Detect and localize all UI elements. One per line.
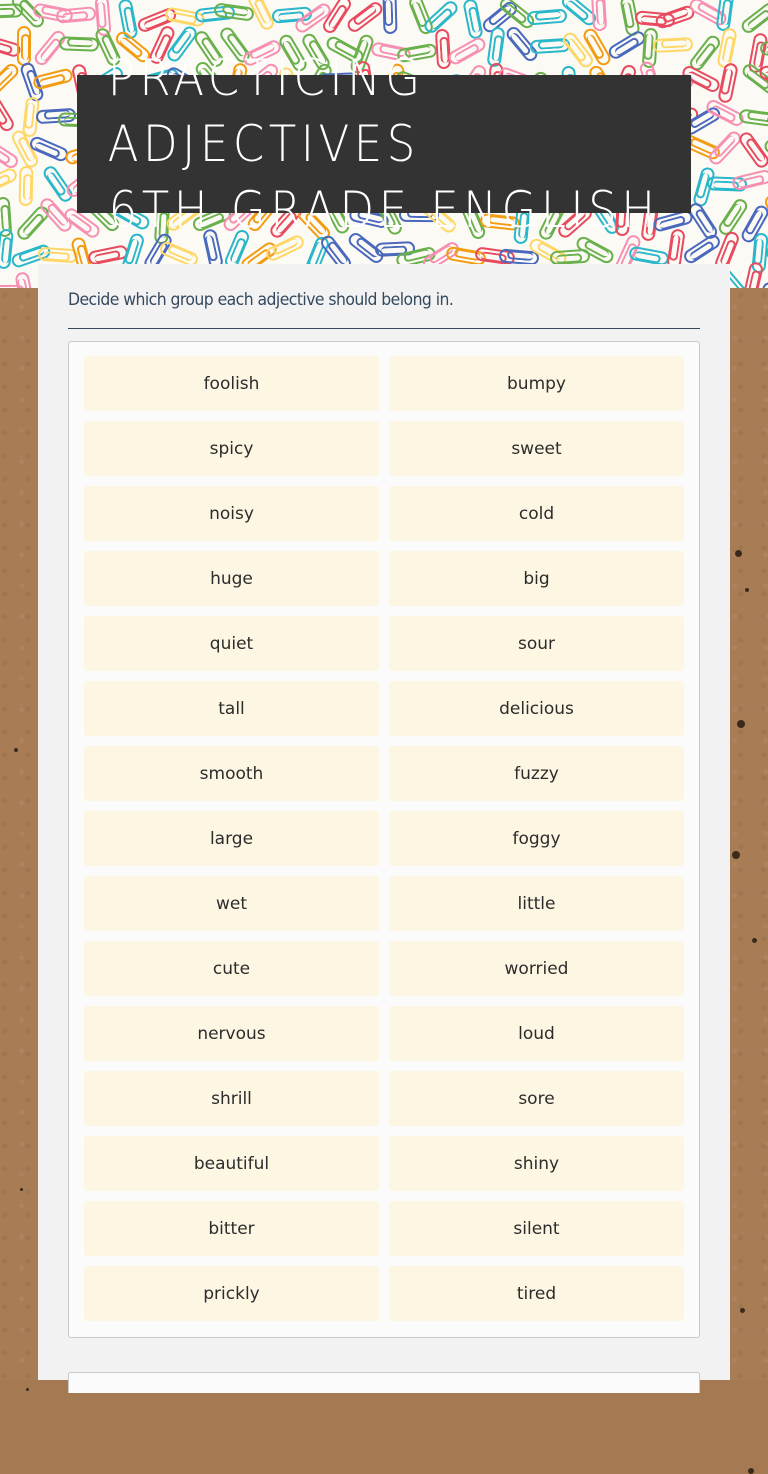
draggable-word-card[interactable]: tired [389, 1266, 684, 1321]
paperclip-icon [591, 0, 607, 31]
paperclip-icon [0, 166, 19, 196]
cork-speck [20, 1188, 23, 1191]
word-bank [68, 341, 700, 1338]
paperclip-icon [731, 169, 768, 192]
paperclip-icon [739, 1, 768, 36]
draggable-word-card[interactable]: prickly [84, 1266, 379, 1321]
draggable-word-card[interactable]: foggy [389, 811, 684, 866]
draggable-word-card[interactable]: silent [389, 1201, 684, 1256]
paperclip-icon [526, 8, 567, 25]
draggable-word-card[interactable]: bumpy [389, 356, 684, 411]
draggable-word-card[interactable]: cold [389, 486, 684, 541]
draggable-word-card[interactable]: big [389, 551, 684, 606]
draggable-word-card[interactable]: shiny [389, 1136, 684, 1191]
draggable-word-card[interactable]: sweet [389, 421, 684, 476]
cork-speck [737, 720, 745, 728]
cork-speck [732, 851, 740, 859]
paperclip-icon [462, 0, 484, 40]
title-line-1: PRACTICING ADJECTIVES [107, 49, 425, 173]
cork-speck [745, 588, 749, 592]
draggable-word-card[interactable]: spicy [84, 421, 379, 476]
cork-speck [14, 748, 18, 752]
cork-speck [735, 550, 742, 557]
draggable-word-card[interactable]: quiet [84, 616, 379, 671]
draggable-word-card[interactable]: little [389, 876, 684, 931]
cork-speck [752, 938, 757, 943]
draggable-word-card[interactable]: tall [84, 681, 379, 736]
paperclip-icon [0, 92, 17, 133]
draggable-word-card[interactable]: fuzzy [389, 746, 684, 801]
paperclip-icon [55, 6, 96, 24]
paperclip-icon [383, 0, 398, 35]
instructions-text: Decide which group each adjective should belong in. [68, 290, 454, 310]
draggable-word-card[interactable]: shrill [84, 1071, 379, 1126]
draggable-word-card[interactable]: sore [389, 1071, 684, 1126]
worksheet-title [77, 49, 691, 239]
paperclip-icon [717, 62, 739, 104]
draggable-word-card[interactable]: beautiful [84, 1136, 379, 1191]
draggable-word-card[interactable]: noisy [84, 486, 379, 541]
paperclip-icon [14, 271, 36, 288]
paperclip-icon [59, 36, 100, 52]
draggable-word-card[interactable]: delicious [389, 681, 684, 736]
draggable-word-card[interactable]: cute [84, 941, 379, 996]
draggable-word-card[interactable]: nervous [84, 1006, 379, 1061]
draggable-word-card[interactable]: foolish [84, 356, 379, 411]
paperclip-icon [17, 26, 31, 66]
cork-speck [26, 1388, 29, 1391]
draggable-word-card[interactable]: sour [389, 616, 684, 671]
paperclip-icon [18, 166, 33, 206]
group-drop-zone[interactable] [68, 1372, 700, 1393]
title-line-2: 6TH GRADE ENGLISH [108, 181, 660, 239]
paperclip-icon [742, 261, 764, 288]
paperclip-icon [738, 108, 768, 127]
paperclip-icon [716, 0, 735, 32]
cork-speck [740, 1308, 745, 1313]
draggable-word-card[interactable]: smooth [84, 746, 379, 801]
paperclip-icon [737, 130, 768, 171]
draggable-word-card[interactable]: worried [389, 941, 684, 996]
draggable-word-card[interactable]: loud [389, 1006, 684, 1061]
draggable-word-card[interactable]: large [84, 811, 379, 866]
worksheet-panel [38, 264, 730, 1380]
cork-speck [748, 1468, 754, 1474]
word-grid [84, 356, 684, 1321]
paperclip-icon [0, 61, 21, 99]
draggable-word-card[interactable]: bitter [84, 1201, 379, 1256]
draggable-word-card[interactable]: huge [84, 551, 379, 606]
draggable-word-card[interactable]: wet [84, 876, 379, 931]
paperclip-icon [761, 274, 768, 288]
instructions-divider [68, 328, 700, 329]
paperclip-icon [32, 67, 74, 90]
